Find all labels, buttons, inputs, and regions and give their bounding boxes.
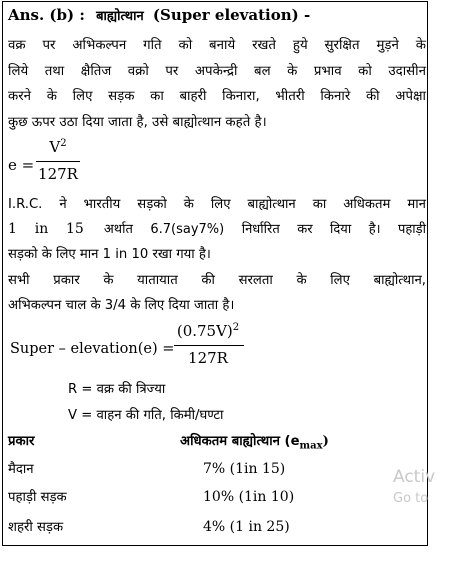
formula1-fraction-bar [36, 161, 80, 162]
formula2-fraction-bar [174, 345, 244, 346]
para1-line-2: लिये तथा क्षैतिज वक्रो पर अपकेन्द्री बल के प्रभाव को उदासीन [8, 63, 426, 79]
para3-line-1: सभी प्रकार के यातायात की सरलता के लिए बाह्योत्थान, [8, 273, 426, 288]
para1-line-4: कुछ ऊपर उठा दिया जाता है, उसे बाह्योत्थान कहते है। [8, 114, 267, 130]
para2-line-3: सड़को के लिए मान 1 in 10 रखा गया है। [8, 247, 211, 262]
para2-line-1 [8, 192, 426, 217]
table-row-2-value: 10% (1in 10) [203, 489, 295, 505]
para1-line-3: करने के लिए सड़क का बाहरी किनारा, भीतरी किनारे की अपेक्षा [8, 89, 426, 104]
table-row-2-type: पहाड़ी सड़क [8, 490, 67, 505]
table-header-max [180, 432, 329, 451]
heading [8, 6, 310, 26]
activation-watermark-line1: Activ [393, 467, 436, 487]
table-header-max-close: ) [322, 434, 329, 449]
formula2-lhs: Super – elevation(e) = [10, 341, 175, 357]
formula1-numerator [36, 138, 80, 156]
table-header-max-sub: max [299, 440, 323, 452]
table-row-3-type: शहरी सड़क [8, 520, 64, 535]
paragraph-intro [8, 33, 426, 135]
formula2-numerator [172, 322, 244, 340]
formula1-denominator: 127R [38, 165, 78, 183]
formula1-numerator-v: V [49, 138, 61, 156]
definition-v: V = वाहन की गति, किमी/घण्टा [68, 408, 224, 423]
formula1-exponent: 2 [60, 138, 67, 149]
formula2-denominator: 127R [188, 349, 228, 367]
table-row-3-value: 4% (1 in 25) [203, 519, 290, 535]
para3-line-2: अभिकल्पन चाल के 3/4 के लिए दिया जाता है। [8, 298, 235, 313]
heading-term-hindi: बाह्योत्थान [96, 9, 144, 24]
formula1-lhs: e = [8, 156, 35, 174]
para2-line-2-text: अर्थात 6.7(say7%) निर्धारित कर दिया है। पहाड़ी [103, 222, 426, 237]
table-header-type: प्रकार [8, 434, 35, 449]
para1-line-1: वक्र पर अभिकल्पन गति को बनाये रखते हुये सुरक्षित मुड़ने के [8, 38, 426, 53]
table-row-1-value: 7% (1in 15) [203, 461, 286, 477]
activation-watermark-line2: Go to [393, 491, 429, 506]
para2-ratio: 1 in 15 [8, 221, 84, 237]
definition-r: R = वक्र की त्रिज्या [68, 382, 166, 397]
paragraph-design-speed [8, 268, 426, 318]
heading-term-english: (Super elevation) - [152, 6, 311, 24]
paragraph-irc [8, 192, 426, 267]
para2-line-1-text: I.R.C. ने भारतीय सड़को के लिए बाह्योत्थान का अधिकतम मान [8, 197, 426, 212]
table-row-1-type: मैदान [8, 462, 34, 477]
formula2-numerator-text: (0.75V) [176, 322, 233, 340]
formula2-exponent: 2 [232, 322, 240, 333]
table-header-max-text: अधिकतम बाह्योत्थान (e [180, 434, 300, 449]
para2-line-2 [8, 217, 426, 242]
answer-label: Ans. (b) : [8, 6, 85, 24]
